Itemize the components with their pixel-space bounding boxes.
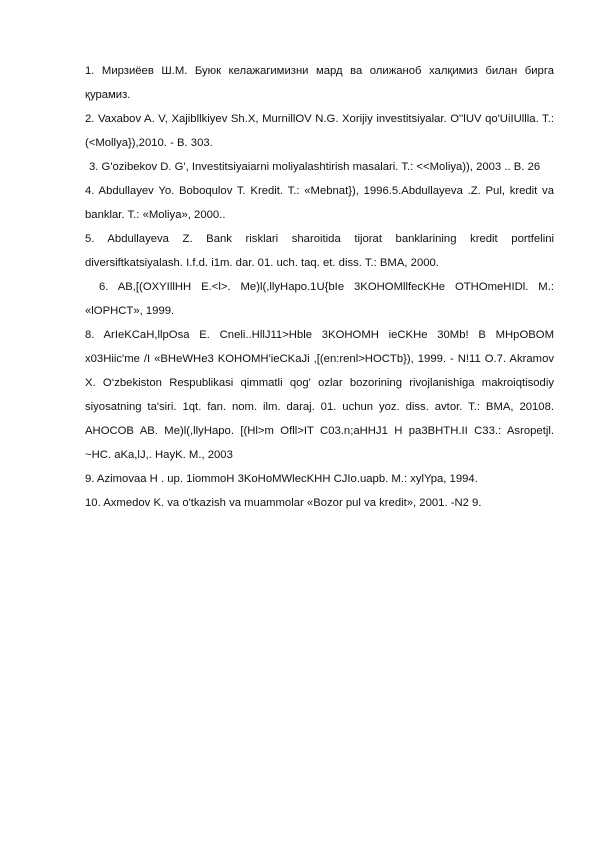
- reference-item-2: 2. Vaxabov A. V, Xajibllkiyev Sh.X, MurnillOV N.G. Xorijiy investitsiyalar. O''lUV qo'UiIUllla. T.: (<Mollya}),2010. - B. 303.: [85, 113, 554, 149]
- reference-item-1: 1. Мирзиёев Ш.М. Буюк келажагимизни мард ва олижаноб халқимиз билан бирга қурамиз.: [85, 65, 554, 101]
- reference-list: [85, 59, 554, 515]
- reference-item-8: 8. ArIeKCaH,llpOsa E. Cneli..HllJ11>Hble 3KOHOMH ieCKHe 30Mb! B MHpOBOM x03Hiic'me /I «BHeWHe3 KOHOMH'ieCKaJi ,[(en:renl>HOCTb}), 1999. - N!11 O.7. Akramov X. O‘zbekiston Respublikasi qimmatli qog' ozlar bozorining rivojlanishiga makroiqtisodiy siyosatning ta'siri. 1qt. fan. nom. ilm. daraj. 01. uchun yoz. diss. avtor. T.: BMA, 20108. AHOCOB AB. Me)l(,llyHapo. [(Hl>m Ofll>IT C03.n;aHHJ1 H pa3BHTH.II C33.: Asropetjl. ~HC. aKa,lJ,. HayK. M., 2003: [85, 329, 554, 461]
- reference-item-4: 4. Abdullayev Yo. Boboqulov T. Kredit. T.: «Mebnat}), 1996.5.Abdullayeva .Z. Pul, kredit va banklar. T.: «Moliya», 2000..: [85, 185, 554, 221]
- reference-item-10: 10. Axmedov K. va o'tkazish va muammolar «Bozor pul va kredit», 2001. -N2 9.: [85, 497, 482, 509]
- reference-item-5: 5. Abdullayeva Z. Bank risklari sharoitida tijorat banklarining kredit portfelini diversiftkatsiyalash. I.f.d. i1m. dar. 01. uch. taq. et. diss. T.: BMA, 2000.: [85, 233, 554, 269]
- reference-item-9: 9. Azimovaa H . up. 1iommoH 3KoHoMWlecKHH CJIo.uapb. M.: xylYpa, 1994.: [85, 473, 478, 485]
- reference-item-3: 3. G'ozibekov D. G', Investitsiyaiarni moliyalashtirish masalari. T.: <<Moliya)), 2003 .. B. 26: [89, 161, 541, 173]
- reference-item-6: 6. AB,[(OXYIllHH E.<l>. Me)l(,llyHapo.1U{bIe 3KOHOMllfecKHe OTHOmeHIDl. M.: «lOPHCT», 1999.: [85, 281, 554, 317]
